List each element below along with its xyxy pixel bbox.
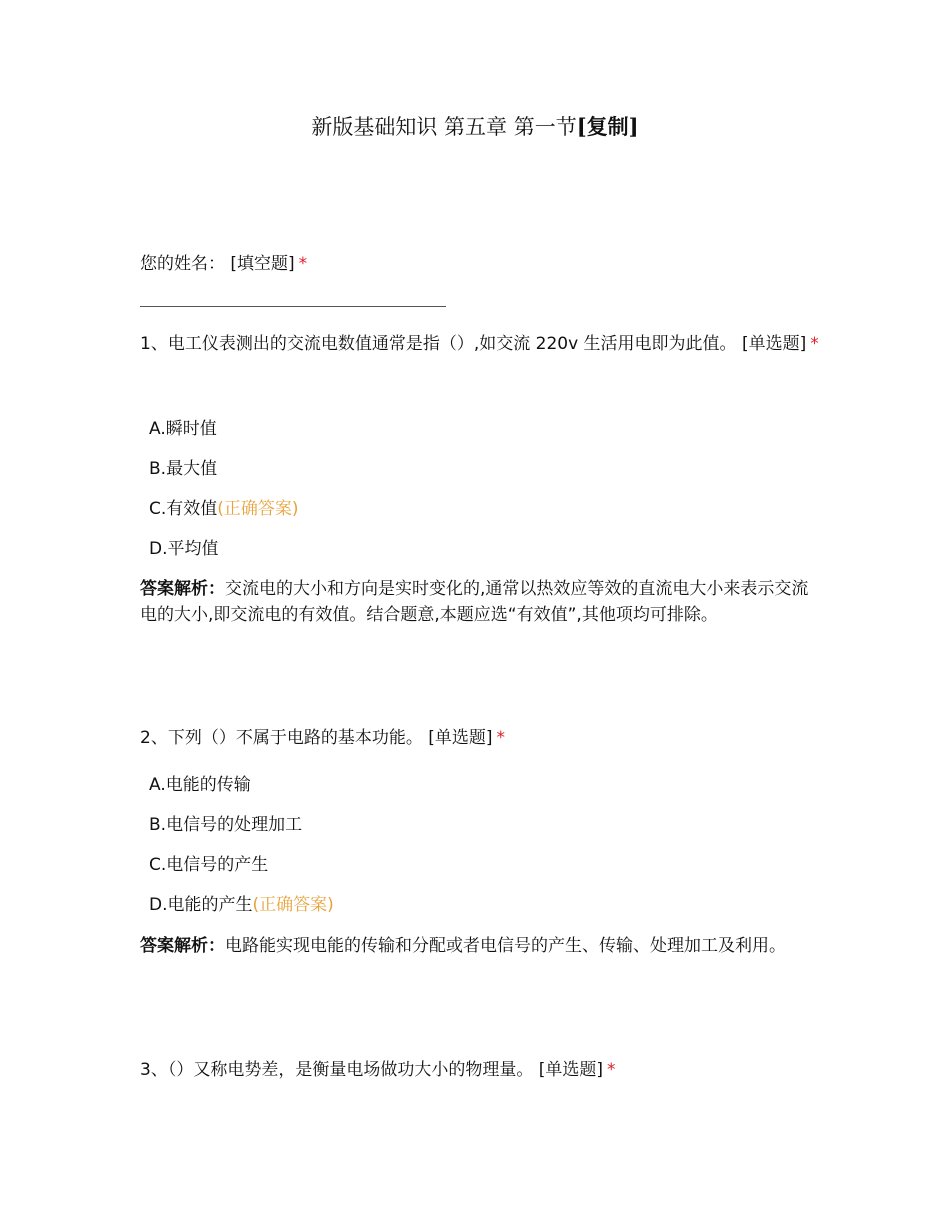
- q1-analysis: [140, 576, 820, 628]
- question-3-required-mark: *: [607, 1060, 616, 1080]
- q1-option-d-label: D.平均值: [149, 539, 219, 559]
- question-2-required-mark: *: [496, 728, 505, 748]
- q1-analysis-text: 交流电的大小和方向是实时变化的,通常以热效应等效的直流电大小来表示交流电的大小,即交流电的有效值。结合题意,本题应选“有效值”,其他项均可排除。: [140, 579, 809, 625]
- q2-option-a[interactable]: [149, 773, 251, 797]
- page-title-text: 新版基础知识 第五章 第一节: [311, 115, 577, 139]
- question-2-text: 2、下列（）不属于电路的基本功能。: [140, 728, 423, 748]
- copy-tag: [复制]: [576, 114, 639, 139]
- question-1-text: 1、电工仪表测出的交流电数值通常是指（）,如交流 220v 生活用电即为此值。: [140, 334, 737, 354]
- q1-correct-answer-tag: (正确答案): [217, 499, 299, 519]
- q1-option-b[interactable]: [149, 457, 217, 481]
- q2-option-c[interactable]: [149, 853, 268, 877]
- q1-option-a[interactable]: [149, 417, 217, 441]
- page-title: [0, 111, 950, 143]
- name-question: [140, 245, 820, 283]
- q1-option-c[interactable]: [149, 497, 299, 521]
- q1-option-a-label: A.瞬时值: [149, 419, 217, 439]
- question-type-tag: [填空题]: [230, 254, 295, 274]
- q2-analysis: [140, 933, 820, 959]
- question-1-required-mark: *: [810, 334, 819, 354]
- q2-analysis-text: 电路能实现电能的传输和分配或者电信号的产生、传输、处理加工及利用。: [225, 936, 786, 956]
- q2-correct-answer-tag: (正确答案): [252, 895, 334, 915]
- question-1-type-tag: [单选题]: [741, 334, 807, 354]
- q2-option-c-label: C.电信号的产生: [149, 855, 269, 875]
- q2-option-d[interactable]: [149, 893, 334, 917]
- question-2-type-tag: [单选题]: [428, 728, 493, 748]
- q2-option-d-label: D.电能的产生: [149, 895, 253, 915]
- q1-option-b-label: B.最大值: [149, 459, 218, 479]
- q1-analysis-label: 答案解析：: [140, 579, 225, 599]
- name-input-blank[interactable]: [140, 306, 446, 307]
- question-1: [140, 325, 820, 363]
- question-3-type-tag: [单选题]: [538, 1060, 603, 1080]
- q2-option-a-label: A.电能的传输: [149, 775, 251, 795]
- required-mark: *: [298, 254, 308, 274]
- name-label: 您的姓名：: [140, 254, 225, 274]
- q1-option-d[interactable]: [149, 537, 219, 561]
- q1-option-c-label: C.有效值: [149, 499, 218, 519]
- question-2: [140, 719, 820, 757]
- question-3: [140, 1051, 820, 1089]
- question-3-text: 3、（）又称电势差，是衡量电场做功大小的物理量。: [140, 1060, 534, 1080]
- q2-option-b-label: B.电信号的处理加工: [149, 815, 303, 835]
- q2-analysis-label: 答案解析：: [140, 936, 225, 956]
- q2-option-b[interactable]: [149, 813, 302, 837]
